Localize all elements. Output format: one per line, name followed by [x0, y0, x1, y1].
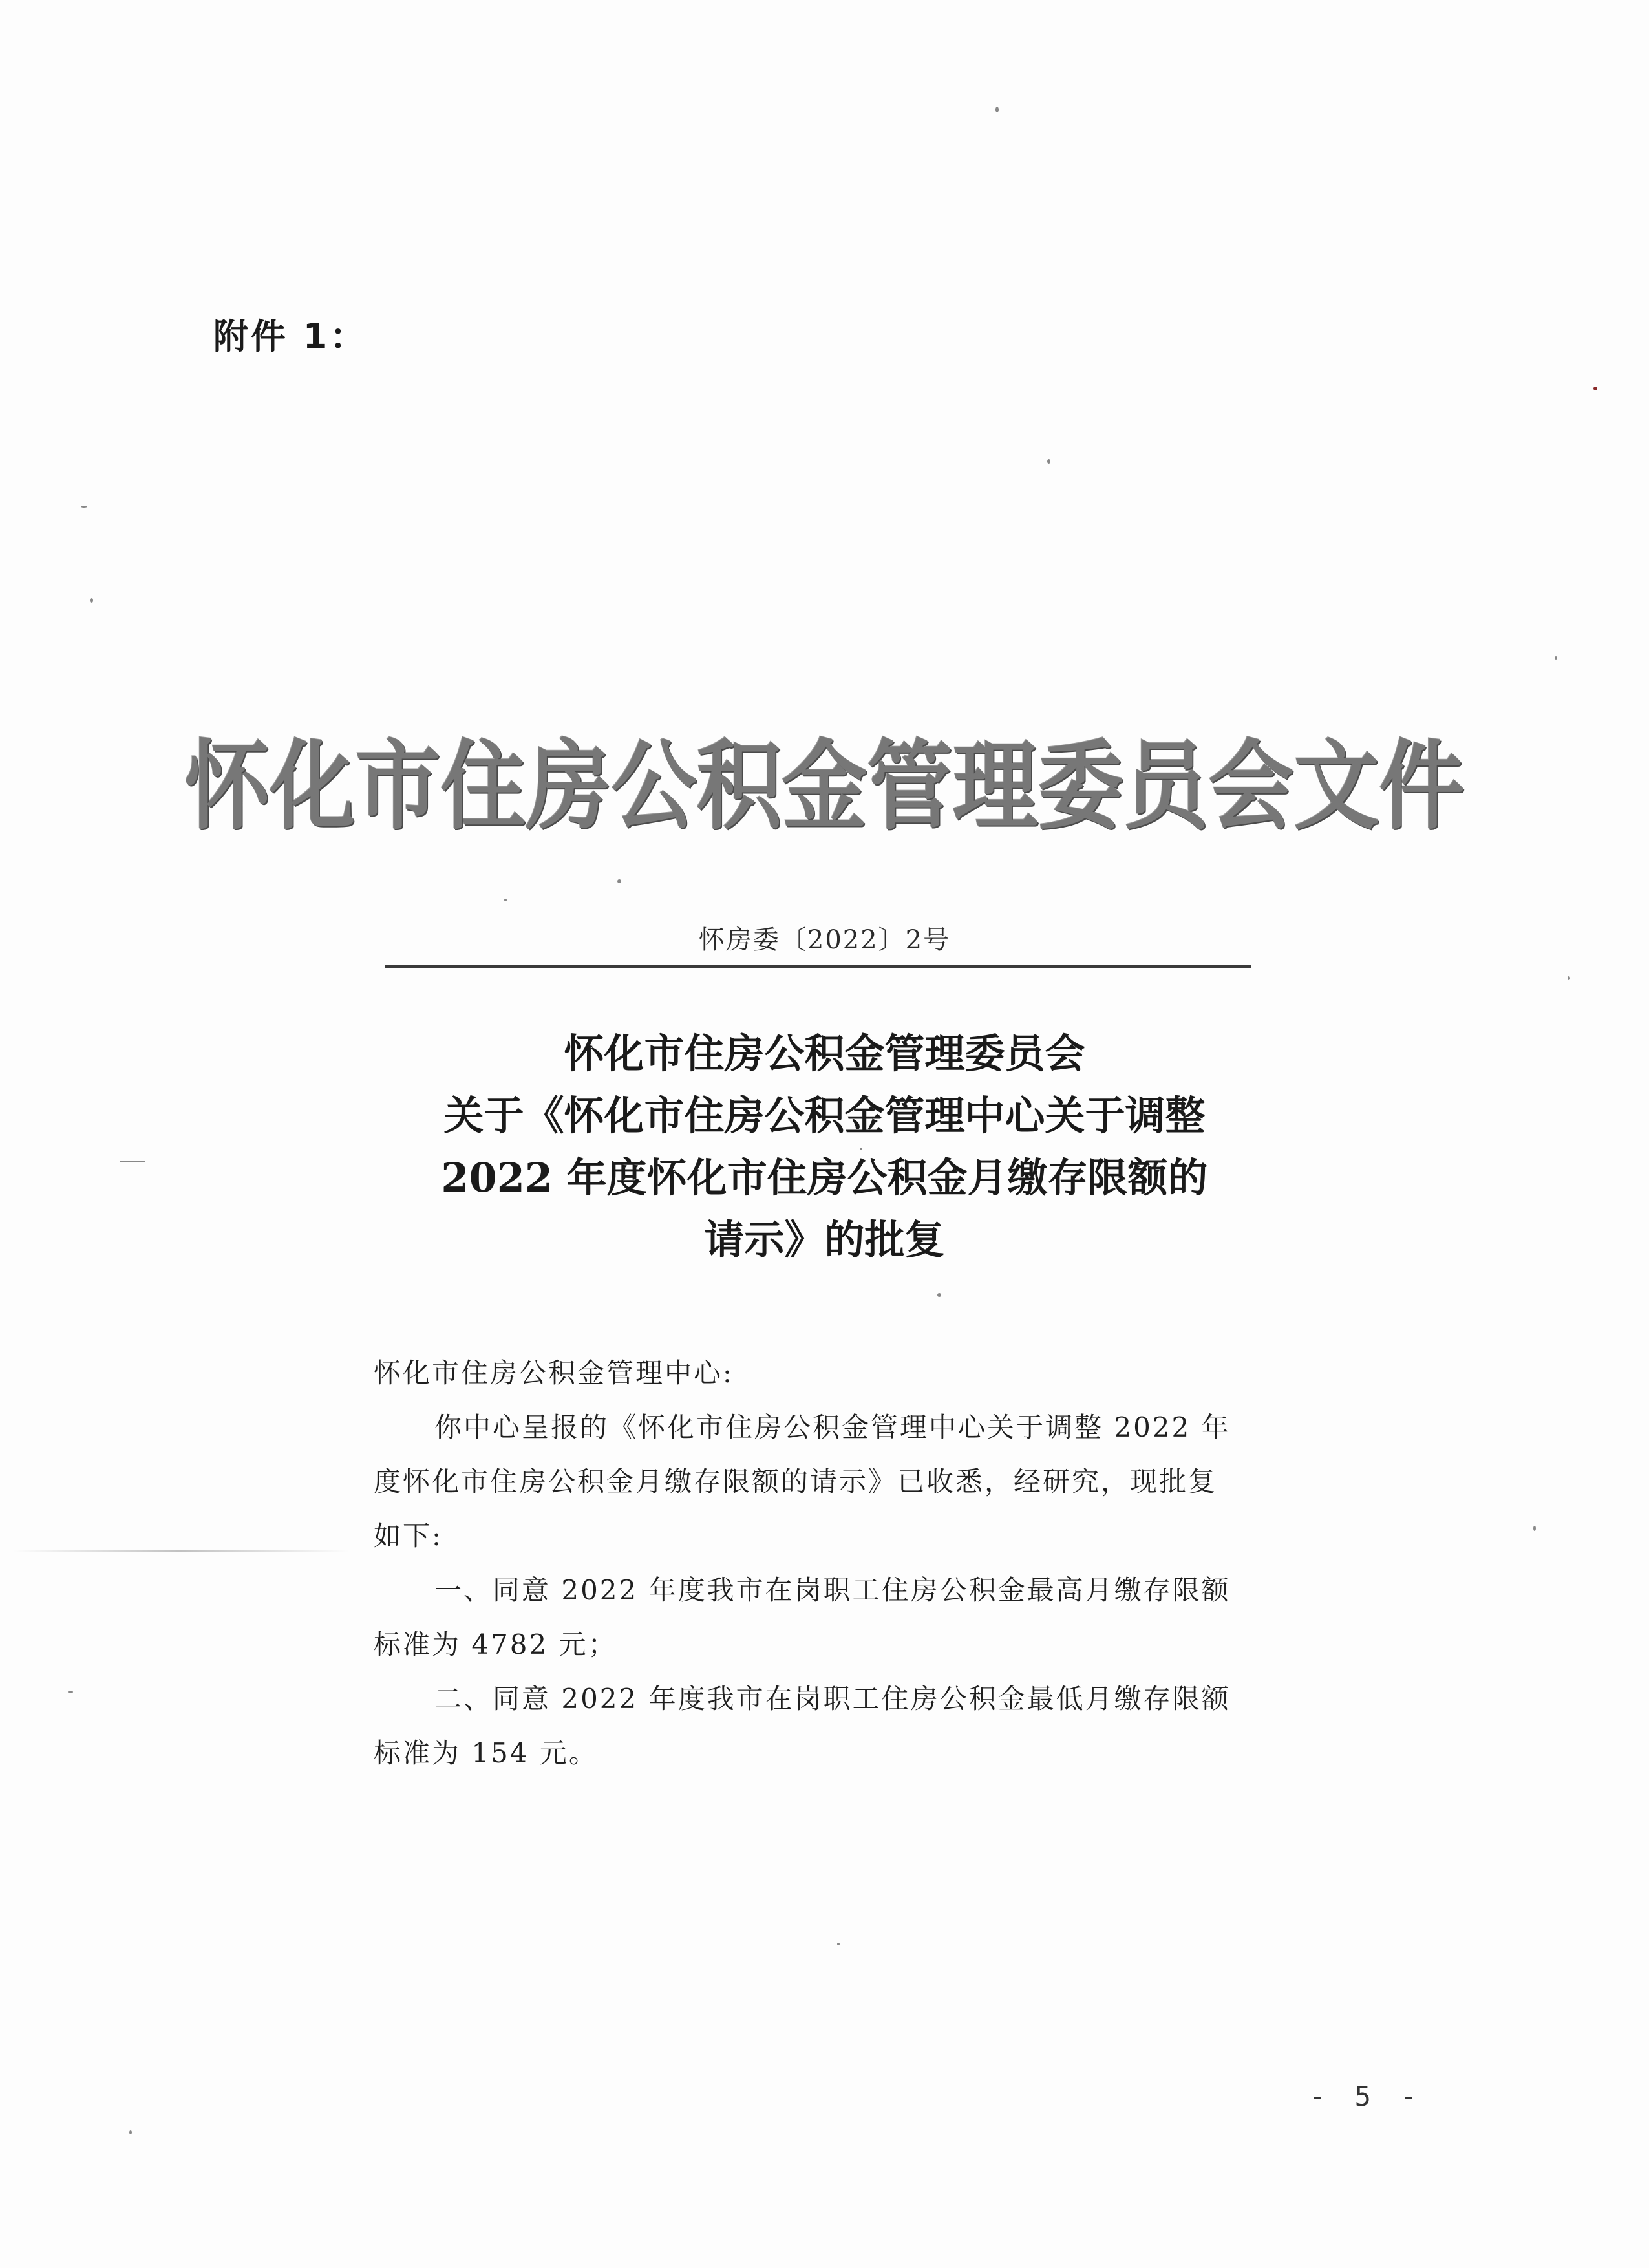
title-line-1: 怀化市住房公积金管理委员会: [564, 1030, 1085, 1077]
title-line-3: 2022 年度怀化市住房公积金月缴存限额的: [441, 1154, 1208, 1201]
scan-speck: [617, 879, 621, 883]
scan-speck: [937, 1293, 941, 1297]
scan-speck: [129, 2130, 132, 2134]
document-title: [0, 1023, 1649, 1271]
title-line-4: 请示》的批复: [704, 1216, 945, 1263]
scan-speck: [1568, 976, 1570, 980]
attachment-label: 附件 1：: [213, 316, 368, 357]
document-number: 怀房委〔2022〕2号: [698, 925, 951, 955]
scan-speck: [995, 107, 999, 112]
title-line-2: 关于《怀化市住房公积金管理中心关于调整: [443, 1092, 1206, 1139]
header-divider: [385, 965, 1251, 968]
scan-speck: [90, 598, 93, 603]
scan-speck: [1047, 459, 1050, 464]
body-paragraph-min-limit: 二、同意 2022 年度我市在岗职工住房公积金最低月缴存限额标准为 154 元。: [374, 1683, 1231, 1769]
scan-speck: [504, 899, 507, 901]
scan-speck: [860, 1148, 862, 1150]
scan-speck: [120, 1161, 145, 1162]
addressee: 怀化市住房公积金管理中心:: [374, 1357, 734, 1389]
scan-speck: [1555, 656, 1557, 660]
scan-speck: [81, 506, 87, 508]
body-paragraph-intro: 你中心呈报的《怀化市住房公积金管理中心关于调整 2022 年度怀化市住房公积金月缴存限额的请示》已收悉，经研究，现批复如下:: [374, 1411, 1231, 1552]
scan-speck: [1593, 387, 1597, 390]
scan-speck: [1533, 1526, 1536, 1531]
body-paragraph-max-limit: 一、同意 2022 年度我市在岗职工住房公积金最高月缴存限额标准为 4782 元；: [374, 1574, 1231, 1660]
document-body: [374, 1346, 1233, 1781]
page-number: - 5 -: [1309, 2081, 1423, 2112]
scan-streak: [13, 1550, 349, 1552]
scan-speck: [837, 1943, 840, 1945]
issuer-header: 怀化市住房公积金管理委员会文件: [184, 731, 1465, 843]
scan-speck: [68, 1691, 73, 1693]
